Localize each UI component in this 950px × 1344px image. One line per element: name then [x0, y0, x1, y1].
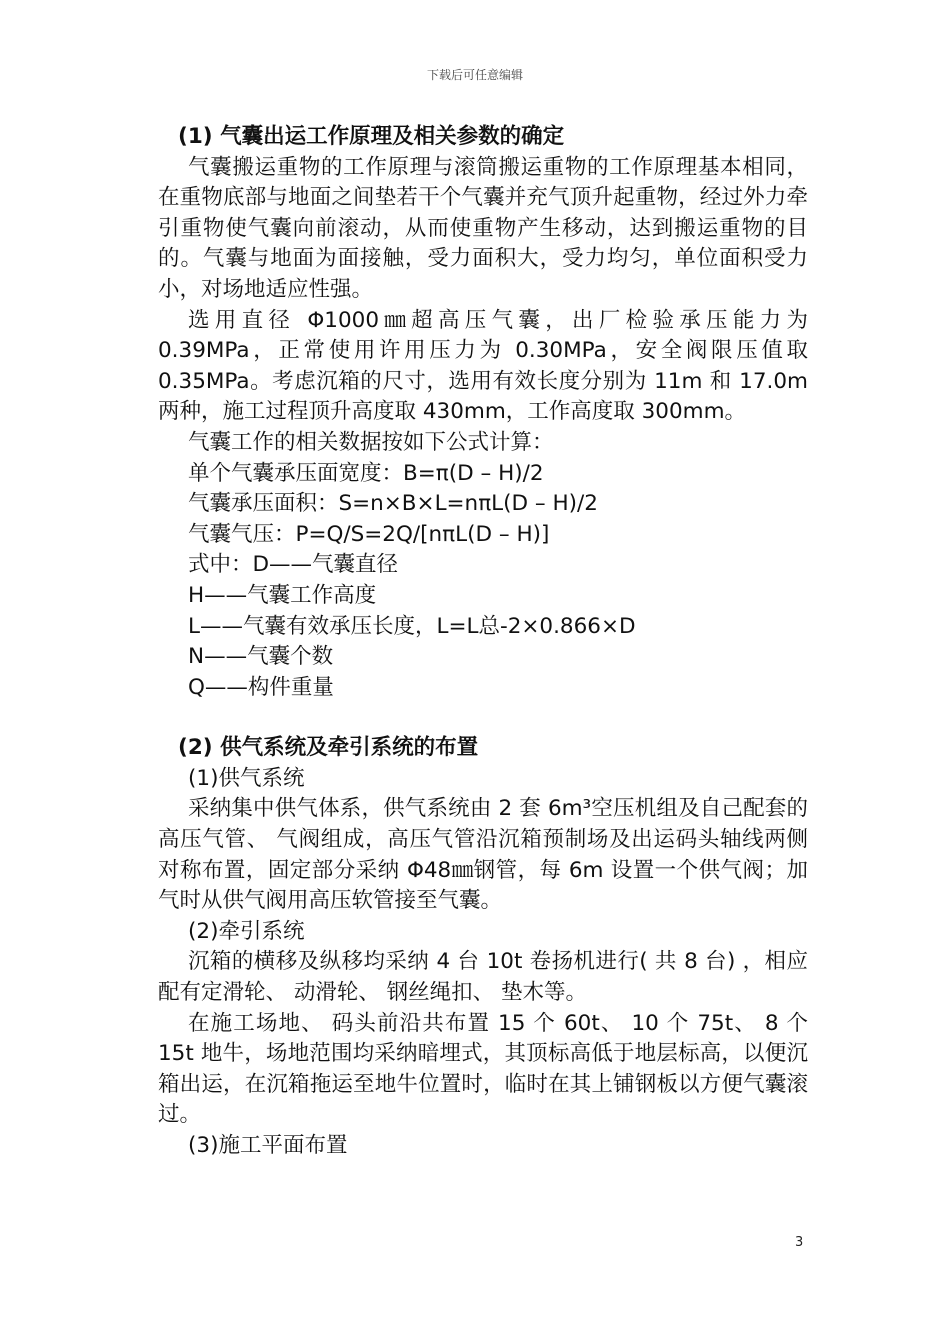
page-header: 下载后可任意编辑	[426, 68, 523, 82]
traction-paragraph-2: 在施工场地、 码头前沿共布置 15 个 60t、 10 个 75t、 8 个 15t 地牛，场地范围均采纳暗埋式，其顶标高低于地层标高，以便沉箱出运，在沉箱拖运至地牛位置时，临时在其上铺钢板以方便气囊滚过。	[158, 1010, 815, 1128]
section-2-heading: (2) 供气系统及牵引系统的布置	[178, 735, 479, 761]
formula-pressure: 气囊气压：P=Q/S=2Q/[nπL(D – H)]	[188, 521, 550, 547]
formula-area: 气囊承压面积：S=n×B×L=nπL(D – H)/2	[188, 491, 598, 517]
formula-intro: 气囊工作的相关数据按如下公式计算：	[188, 429, 554, 455]
section-1-heading: (1) 气囊出运工作原理及相关参数的确定	[178, 124, 565, 149]
subsection-traction: (2)牵引系统	[188, 918, 305, 944]
section-1-paragraph-2: 选用直径 Φ1000㎜超高压气囊，出厂检验承压能力为 0.39MPa，正常使用许用压力为 0.30MPa，安全阀限压值取 0.35MPa。考虑沉箱的尺寸，选用有效长度分别为 11m 和 17.0m 两种，施工过程顶升高度取 430mm，工作高度取 300mm。	[158, 307, 815, 425]
document-body	[158, 122, 815, 1162]
variable-h: H——气囊工作高度	[188, 582, 377, 608]
section-gap	[158, 703, 808, 733]
variable-d: 式中：D——气囊直径	[188, 552, 399, 578]
subsection-air-supply: (1)供气系统	[188, 765, 305, 791]
section-1-paragraph-1: 气囊搬运重物的工作原理与滚筒搬运重物的工作原理基本相同，在重物底部与地面之间垫若干个气囊并充气顶升起重物，经过外力牵引重物使气囊向前滚动，从而使重物产生移动，达到搬运重物的目的。气囊与地面为面接触，受力面积大，受力均匀，单位面积受力小，对场地适应性强。	[158, 154, 808, 302]
traction-paragraph-1: 沉箱的横移及纵移均采纳 4 台 10t 卷扬机进行( 共 8 台) ，相应配有定滑轮、 动滑轮、 钢丝绳扣、 垫木等。	[158, 949, 808, 1006]
variable-n: N——气囊个数	[188, 644, 334, 670]
variable-q: Q——构件重量	[188, 674, 334, 700]
variable-l: L——气囊有效承压长度，L=L总-2×0.866×D	[188, 613, 636, 639]
page-number: 3	[795, 1235, 804, 1250]
subsection-site-layout: (3)施工平面布置	[188, 1133, 348, 1158]
air-supply-paragraph: 采纳集中供气体系，供气系统由 2 套 6m³空压机组及自己配套的高压气管、 气阀组成，高压气管沿沉箱预制场及出运码头轴线两侧对称布置，固定部分采纳 Φ48㎜钢管，每 6m 设置一个供气阀；加气时从供气阀用高压软管接至气囊。	[158, 796, 808, 914]
formula-width: 单个气囊承压面宽度：B=π(D – H)/2	[188, 460, 544, 486]
